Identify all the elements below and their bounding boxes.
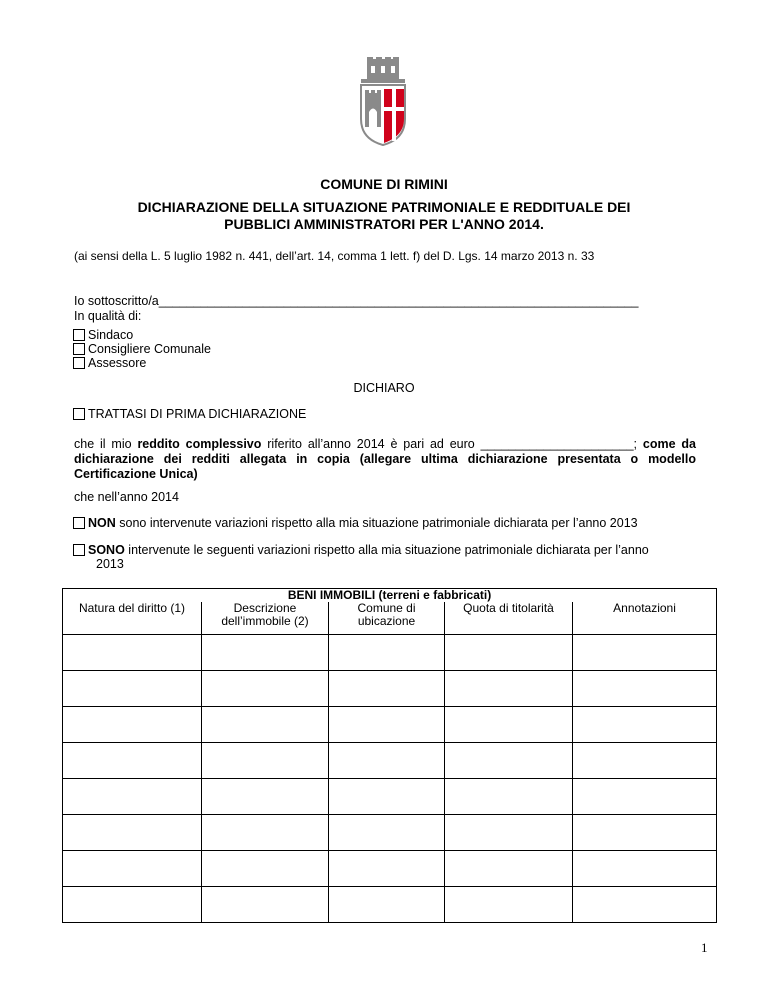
table-cell[interactable] [445,851,573,887]
sono-text: intervenute le seguenti variazioni rispetto alla mia situazione patrimoniale dichiarata per l’anno [124,543,649,557]
column-header: Natura del diritto (1) [63,602,202,635]
table-cell[interactable] [329,887,445,923]
table-cell[interactable] [63,815,202,851]
coat-of-arms-logo [357,57,409,147]
year-intro: che nell’anno 2014 [74,490,179,504]
declare-heading: DICHIARO [353,381,415,395]
table-cell[interactable] [329,815,445,851]
checkbox-sindaco[interactable] [73,329,85,341]
table-cell[interactable] [63,707,202,743]
column-header: Annotazioni [573,602,717,635]
undersigned-line: Io sottoscritto/a_____________________________________________________________________ [74,294,639,308]
first-declaration-option[interactable] [73,407,306,421]
table-cell[interactable] [573,743,717,779]
table-cell[interactable] [573,635,717,671]
table-cell[interactable] [445,815,573,851]
table-header-row [63,602,717,635]
checkbox-first-declaration[interactable] [73,408,85,420]
table-row [63,887,717,923]
table-cell[interactable] [63,851,202,887]
role-option-consigliere[interactable] [73,342,211,356]
table-cell[interactable] [445,887,573,923]
checkbox-sono[interactable] [73,544,85,556]
table-cell[interactable] [202,635,329,671]
table-cell[interactable] [445,671,573,707]
non-bold: NON [88,516,116,530]
table-cell[interactable] [329,851,445,887]
table-cell[interactable] [445,635,573,671]
column-header: Descrizione dell’immobile (2) [202,602,329,635]
table-cell[interactable] [445,779,573,815]
table-cell[interactable] [573,815,717,851]
real-estate-table [62,588,717,923]
table-caption: BENI IMMOBILI (terreni e fabbricati) [63,589,717,603]
table-cell[interactable] [573,779,717,815]
variation-option-sono[interactable] [73,543,649,557]
table-cell[interactable] [573,887,717,923]
table-cell[interactable] [445,707,573,743]
sono-bold: SONO [88,543,125,557]
table-cell[interactable] [63,671,202,707]
table-row [63,635,717,671]
table-cell[interactable] [202,779,329,815]
table-cell[interactable] [573,707,717,743]
table-cell[interactable] [329,707,445,743]
table-cell[interactable] [329,635,445,671]
income-bold: reddito complessivo [137,437,262,451]
table-row [63,779,717,815]
role-label: Assessore [88,356,147,370]
table-cell[interactable] [202,743,329,779]
income-text-amount: riferito all’anno 2014 è pari ad euro ______________________; [261,437,643,451]
table-row [63,851,717,887]
table-cell[interactable] [202,707,329,743]
checkbox-consigliere[interactable] [73,343,85,355]
table-row [63,707,717,743]
income-attachment-note: come da dichiarazione dei redditi allegata in copia (allegare ultima dichiarazione presentata o modello Certificazione Unica) [74,437,696,481]
table-row [63,671,717,707]
table-row [63,743,717,779]
table-cell[interactable] [329,779,445,815]
role-option-sindaco[interactable] [73,328,133,342]
column-header: Comune di ubicazione [329,602,445,635]
table-cell[interactable] [63,887,202,923]
sono-text-continued: 2013 [96,557,124,571]
table-cell[interactable] [202,851,329,887]
document-title [0,199,768,233]
role-label: Sindaco [88,328,134,342]
municipality-name: COMUNE DI RIMINI [320,176,448,192]
table-row [63,815,717,851]
table-cell[interactable] [573,851,717,887]
table-cell[interactable] [202,671,329,707]
role-option-assessore[interactable] [73,356,146,370]
capacity-label: In qualità di: [74,309,142,323]
table-caption-row [63,589,717,603]
column-header: Quota di titolarità [445,602,573,635]
table-cell[interactable] [63,635,202,671]
role-label: Consigliere Comunale [88,342,211,356]
first-declaration-label: TRATTASI DI PRIMA DICHIARAZIONE [88,407,307,421]
table-cell[interactable] [329,671,445,707]
non-text: sono intervenute variazioni rispetto alla mia situazione patrimoniale dichiarata per l’anno 2013 [115,516,638,530]
legal-reference: (ai sensi della L. 5 luglio 1982 n. 441, dell’art. 14, comma 1 lett. f) del D. Lgs. 14 marzo 2013 n. 33 [74,249,595,263]
table-cell[interactable] [63,779,202,815]
variation-option-non[interactable] [73,516,638,530]
table-cell[interactable] [573,671,717,707]
document-title-line1: DICHIARAZIONE DELLA SITUAZIONE PATRIMONIALE E REDDITUALE DEI [137,199,631,215]
checkbox-assessore[interactable] [73,357,85,369]
table-cell[interactable] [63,743,202,779]
income-text: che il mio [74,437,138,451]
checkbox-non[interactable] [73,517,85,529]
table-cell[interactable] [202,815,329,851]
table-cell[interactable] [445,743,573,779]
table-cell[interactable] [202,887,329,923]
page-number: 1 [701,940,708,955]
document-title-line2: PUBBLICI AMMINISTRATORI PER L'ANNO 2014. [224,216,544,232]
income-statement [74,437,696,482]
table-cell[interactable] [329,743,445,779]
